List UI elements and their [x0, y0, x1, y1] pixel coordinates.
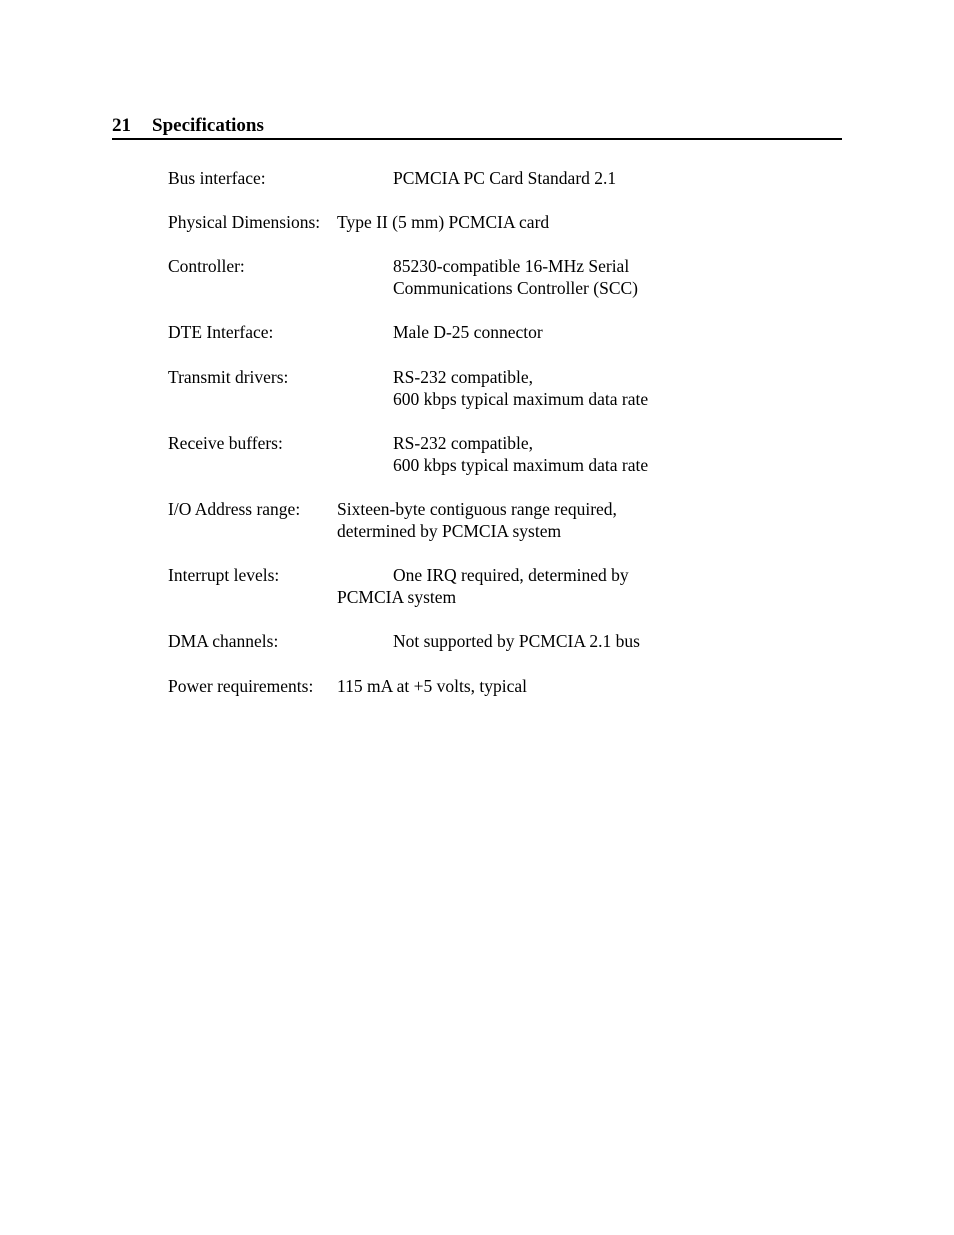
spec-label: Controller: — [168, 256, 245, 276]
spec-label: Power requirements: — [168, 676, 314, 696]
section-number: 21 — [112, 115, 131, 136]
spec-value: One IRQ required, determined by — [393, 565, 629, 585]
spec-label: I/O Address range: — [168, 499, 301, 519]
section-title: Specifications — [152, 115, 264, 136]
heading-rule — [112, 138, 842, 140]
spec-value: RS-232 compatible, — [393, 367, 533, 387]
spec-value: determined by PCMCIA system — [337, 521, 562, 541]
spec-label: DMA channels: — [168, 631, 279, 651]
spec-value: 600 kbps typical maximum data rate — [393, 455, 649, 475]
spec-value: 115 mA at +5 volts, typical — [337, 676, 528, 696]
spec-value: Communications Controller (SCC) — [393, 278, 638, 298]
spec-value: Type II (5 mm) PCMCIA card — [337, 212, 550, 232]
spec-value: 600 kbps typical maximum data rate — [393, 389, 649, 409]
spec-value: Sixteen-byte contiguous range required, — [337, 499, 617, 519]
spec-value: RS-232 compatible, — [393, 433, 533, 453]
spec-label: DTE Interface: — [168, 322, 274, 342]
spec-label: Interrupt levels: — [168, 565, 280, 585]
spec-value: 85230-compatible 16-MHz Serial — [393, 256, 630, 276]
spec-label: Bus interface: — [168, 168, 266, 188]
spec-value: Male D-25 connector — [393, 322, 543, 342]
spec-value: PCMCIA PC Card Standard 2.1 — [393, 168, 617, 188]
spec-value: PCMCIA system — [337, 587, 457, 607]
spec-label: Transmit drivers: — [168, 367, 289, 387]
spec-value: Not supported by PCMCIA 2.1 bus — [393, 631, 640, 651]
spec-label: Receive buffers: — [168, 433, 283, 453]
spec-label: Physical Dimensions: — [168, 212, 321, 232]
